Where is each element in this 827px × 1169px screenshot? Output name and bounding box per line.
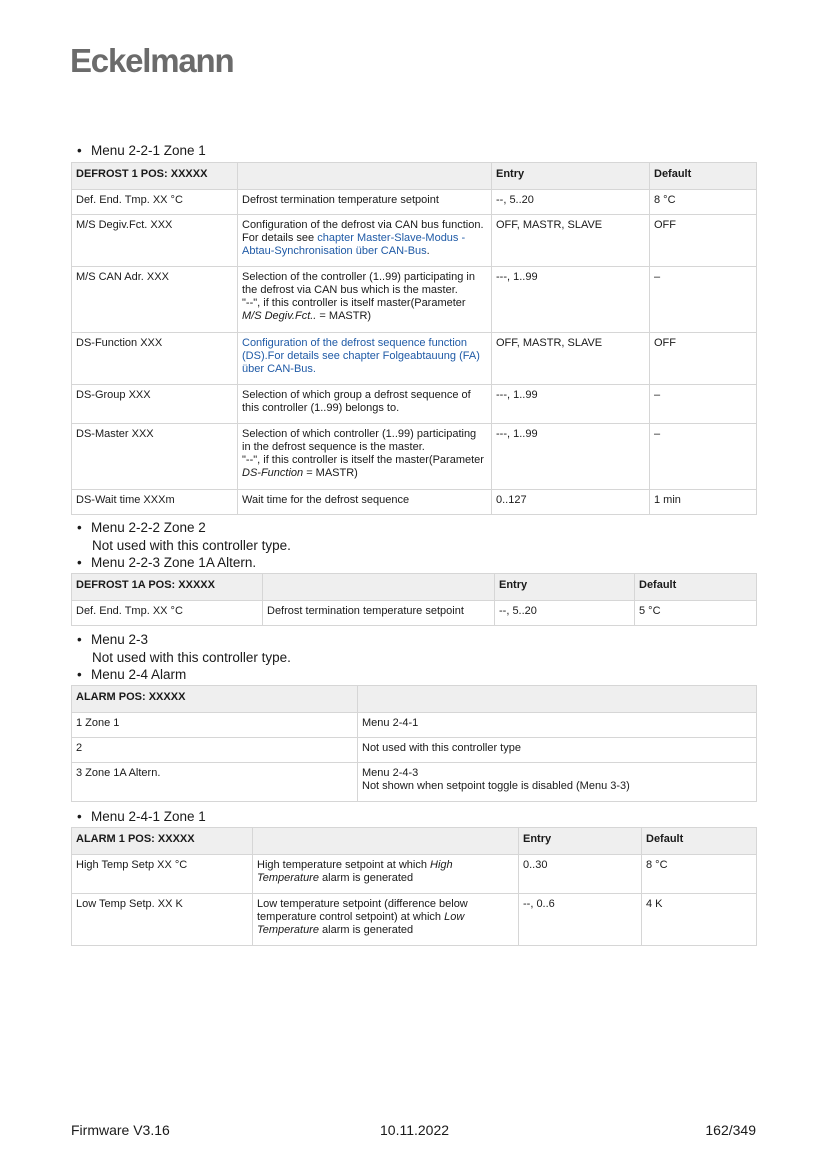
- description-cell: [238, 267, 492, 333]
- header-cell: ALARM 1 POS: XXXXX: [72, 828, 253, 855]
- table-row: [72, 490, 757, 515]
- param-cell: Low Temp Setp. XX K: [72, 894, 253, 946]
- section-title: Menu 2-3: [91, 632, 149, 647]
- chapter-link[interactable]: Folgeabtauung (FA) über CAN-Bus: [242, 350, 480, 375]
- menu-item-cell: 3 Zone 1A Altern.: [72, 763, 358, 802]
- table-row: [72, 267, 757, 333]
- bullet-icon: •: [77, 809, 82, 824]
- table-header-row: [72, 574, 757, 601]
- description-text: Selection of the controller (1..99) participating in the defrost via CAN bus which is the master.: [242, 271, 475, 296]
- entry-cell: 0..30: [519, 855, 642, 894]
- default-cell: 5 °C: [635, 601, 757, 626]
- description-cell: [253, 855, 519, 894]
- description-text: Low temperature setpoint (difference below temperature control setpoint) at which: [257, 898, 468, 923]
- param-cell: Def. End. Tmp. XX °C: [72, 190, 238, 215]
- param-cell: DS-Group XXX: [72, 385, 238, 424]
- param-cell: DS-Wait time XXXm: [72, 490, 238, 515]
- section-title: Menu 2-4-1 Zone 1: [91, 809, 206, 824]
- description-text: = MASTR): [303, 467, 358, 479]
- section-note: Not used with this controller type.: [92, 650, 291, 665]
- table-row: [72, 738, 757, 763]
- header-cell: Default: [650, 163, 757, 190]
- description-cell: [238, 215, 492, 267]
- section-menu-2-2-2: [77, 520, 206, 536]
- alarm-table: [71, 685, 757, 802]
- alarm-1-table: [71, 827, 757, 946]
- entry-cell: ---, 1..99: [492, 385, 650, 424]
- entry-cell: --, 5..20: [492, 190, 650, 215]
- section-title: Menu 2-4 Alarm: [91, 667, 187, 682]
- default-cell: OFF: [650, 333, 757, 385]
- description-cell: [253, 894, 519, 946]
- header-cell: [358, 686, 757, 713]
- description-text: alarm is generated: [318, 872, 414, 884]
- table-row: [72, 894, 757, 946]
- entry-cell: ---, 1..99: [492, 267, 650, 333]
- table-header-row: [72, 686, 757, 713]
- section-menu-2-2-1: [77, 143, 206, 159]
- section-note: Not used with this controller type.: [92, 538, 291, 553]
- param-cell: Def. End. Tmp. XX °C: [72, 601, 263, 626]
- default-cell: –: [650, 424, 757, 490]
- defrost-1-table: [71, 162, 757, 515]
- chapter-link[interactable]: chapter Master-Slave-Modus - Abtau-Synchronisation über CAN-Bus: [242, 232, 466, 257]
- header-cell: Entry: [519, 828, 642, 855]
- header-cell: DEFROST 1 POS: XXXXX: [72, 163, 238, 190]
- entry-cell: OFF, MASTR, SLAVE: [492, 215, 650, 267]
- param-cell: High Temp Setp XX °C: [72, 855, 253, 894]
- entry-cell: ---, 1..99: [492, 424, 650, 490]
- section-menu-2-2-3: [77, 555, 256, 571]
- table-row: [72, 190, 757, 215]
- header-cell: [238, 163, 492, 190]
- menu-target-cell: Menu 2-4-1: [358, 713, 757, 738]
- footer-page-number: 162/349: [705, 1122, 756, 1138]
- table-header-row: [72, 163, 757, 190]
- description-cell: Defrost termination temperature setpoint: [263, 601, 495, 626]
- bullet-icon: •: [77, 632, 82, 647]
- header-cell: Default: [635, 574, 757, 601]
- eckelmann-logo: Eckelmann: [70, 42, 234, 79]
- table-row: [72, 424, 757, 490]
- description-text: "--", if this controller is itself master(Parameter: [242, 297, 466, 309]
- default-cell: OFF: [650, 215, 757, 267]
- description-text: "--", if this controller is itself the master(Parameter: [242, 454, 484, 466]
- section-menu-2-4: [77, 667, 186, 683]
- header-cell: DEFROST 1A POS: XXXXX: [72, 574, 263, 601]
- description-text: alarm is generated: [318, 924, 414, 936]
- menu-item-cell: 1 Zone 1: [72, 713, 358, 738]
- param-cell: M/S Degiv.Fct. XXX: [72, 215, 238, 267]
- description-text: Configuration of the defrost sequence function (DS).For details see chapter: [242, 337, 468, 362]
- section-title: Menu 2-2-3 Zone 1A Altern.: [91, 555, 257, 570]
- entry-cell: --, 5..20: [495, 601, 635, 626]
- description-text: Configuration of the defrost via CAN bus function. For details see: [242, 219, 484, 244]
- alarm-name: Low Temperature: [257, 911, 465, 936]
- table-header-row: [72, 828, 757, 855]
- bullet-icon: •: [77, 555, 82, 570]
- table-row: [72, 215, 757, 267]
- parameter-name: M/S Degiv.Fct..: [242, 310, 317, 322]
- param-cell: DS-Master XXX: [72, 424, 238, 490]
- param-cell: DS-Function XXX: [72, 333, 238, 385]
- header-cell: Entry: [495, 574, 635, 601]
- alarm-name: High Temperature: [257, 859, 453, 884]
- description-cell: [238, 333, 492, 385]
- table-row: [72, 763, 757, 802]
- description-cell: Selection of which group a defrost sequence of this controller (1..99) belongs to.: [238, 385, 492, 424]
- header-cell: ALARM POS: XXXXX: [72, 686, 358, 713]
- header-cell: Default: [642, 828, 757, 855]
- footer-date: 10.11.2022: [380, 1122, 450, 1138]
- table-row: [72, 601, 757, 626]
- description-text: .: [312, 363, 316, 375]
- description-cell: Wait time for the defrost sequence: [238, 490, 492, 515]
- menu-target-cell: [358, 763, 757, 802]
- default-cell: –: [650, 385, 757, 424]
- bullet-icon: •: [77, 667, 82, 682]
- default-cell: 8 °C: [642, 855, 757, 894]
- default-cell: –: [650, 267, 757, 333]
- description-text: = MASTR): [316, 310, 372, 322]
- table-row: [72, 855, 757, 894]
- bullet-icon: •: [77, 143, 82, 158]
- menu-target-cell: Not used with this controller type: [358, 738, 757, 763]
- section-title: Menu 2-2-2 Zone 2: [91, 520, 206, 535]
- defrost-1a-table: [71, 573, 757, 626]
- table-row: [72, 713, 757, 738]
- table-row: [72, 385, 757, 424]
- parameter-name: DS-Function: [242, 467, 304, 479]
- section-menu-2-3: [77, 632, 148, 648]
- section-title: Menu 2-2-1 Zone 1: [91, 143, 206, 158]
- menu-item-cell: 2: [72, 738, 358, 763]
- default-cell: 8 °C: [650, 190, 757, 215]
- header-cell: [263, 574, 495, 601]
- entry-cell: OFF, MASTR, SLAVE: [492, 333, 650, 385]
- description-text: High temperature setpoint at which: [257, 859, 431, 871]
- default-cell: 1 min: [650, 490, 757, 515]
- menu-target-note: Not shown when setpoint toggle is disabled (Menu 3-3): [362, 780, 630, 792]
- menu-target-text: Menu 2-4-3: [362, 767, 419, 779]
- description-text: .: [426, 245, 430, 257]
- section-menu-2-4-1: [77, 809, 206, 825]
- header-cell: Entry: [492, 163, 650, 190]
- description-text: Selection of which controller (1..99) participating in the defrost sequence is the master.: [242, 428, 477, 453]
- default-cell: 4 K: [642, 894, 757, 946]
- entry-cell: 0..127: [492, 490, 650, 515]
- entry-cell: --, 0..6: [519, 894, 642, 946]
- table-row: [72, 333, 757, 385]
- bullet-icon: •: [77, 520, 82, 535]
- param-cell: M/S CAN Adr. XXX: [72, 267, 238, 333]
- header-cell: [253, 828, 519, 855]
- footer-firmware: Firmware V3.16: [71, 1122, 170, 1138]
- description-cell: [238, 424, 492, 490]
- description-cell: Defrost termination temperature setpoint: [238, 190, 492, 215]
